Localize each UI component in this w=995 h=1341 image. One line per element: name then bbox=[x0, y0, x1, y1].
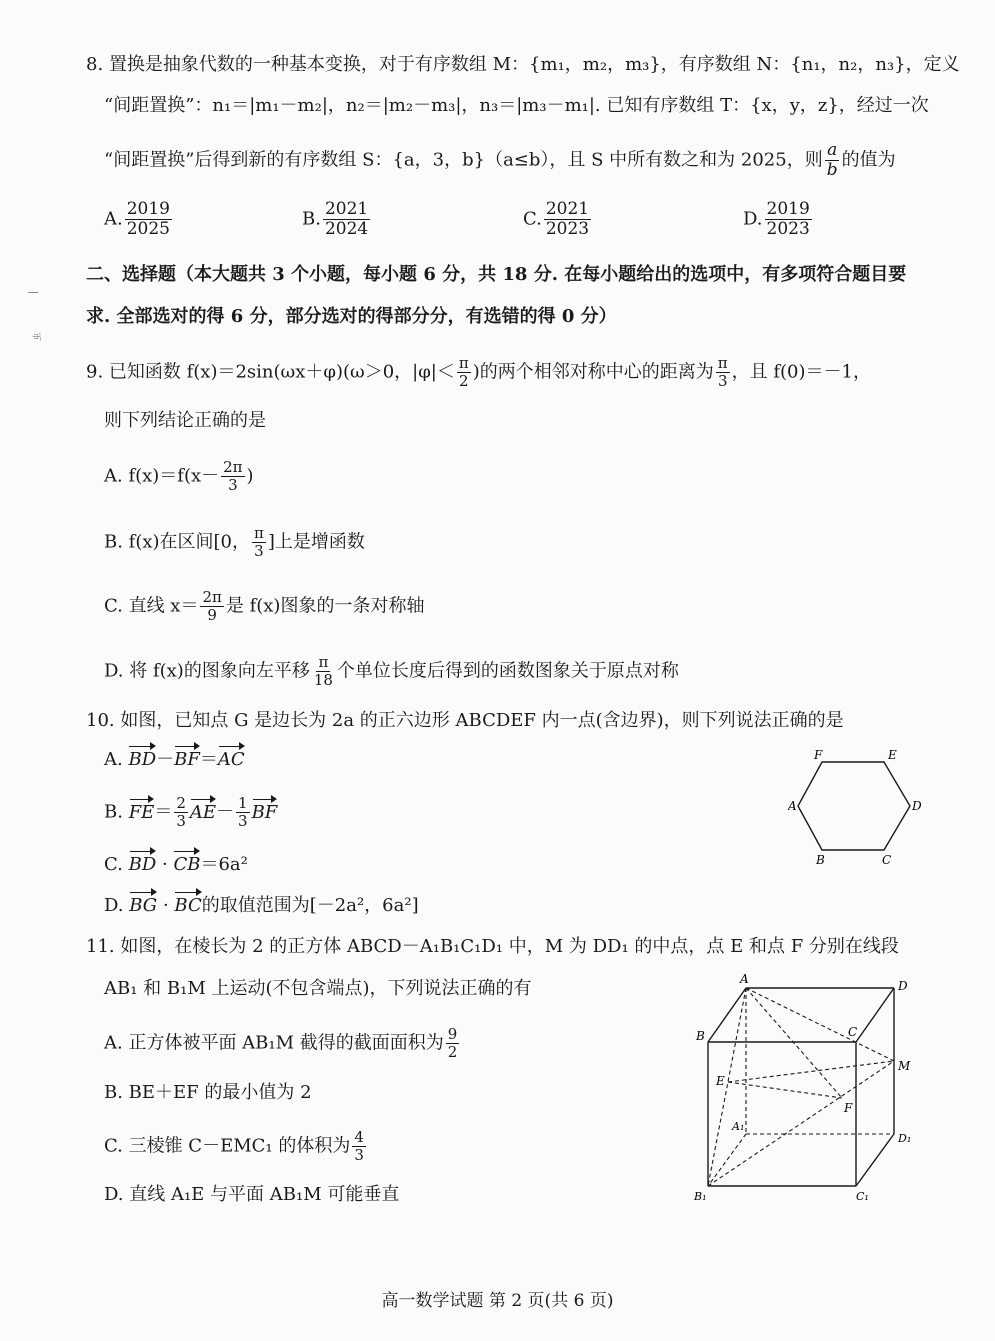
seg-a-b1 bbox=[708, 988, 746, 1186]
q11-option-a: A. 正方体被平面 AB₁M 截得的截面面积为 $\frac{9}{2}$ bbox=[104, 1025, 458, 1061]
cube-label-b: B bbox=[696, 1029, 705, 1043]
cube-label-c: C bbox=[848, 1025, 858, 1039]
seg-e-m bbox=[728, 1061, 894, 1082]
q8-line2: “间距置换”：n₁＝|m₁－m₂|，n₂＝|m₂－m₃|，n₃＝|m₃－m₁|. 已知有序数组 T：{x，y，z}，经过一次 bbox=[104, 95, 929, 116]
q8-option-b: B. $\frac{2021}{2024}$ bbox=[302, 199, 369, 239]
q8-option-c: C. $\frac{2021}{2023}$ bbox=[523, 199, 590, 239]
hexagon-figure bbox=[788, 742, 928, 870]
edge-d-c bbox=[856, 988, 894, 1042]
q9-option-b: B. f(x)在区间[0， $\frac{\pi}{3}$ ]上是增函数 bbox=[104, 524, 365, 560]
cube-label-a1: A₁ bbox=[732, 1120, 745, 1133]
q10-option-c: C. BD · CB＝6a² bbox=[104, 852, 248, 878]
q10-option-b: B. FE＝ $\frac{2}{3}$ AE－ $\frac{1}{3}$ BF bbox=[104, 794, 278, 830]
margin-mark: ㄓ bbox=[29, 330, 44, 343]
q11-stem-line2: AB₁ 和 B₁M 上运动(不包含端点)，下列说法正确的有 bbox=[104, 978, 532, 999]
hex-label-f: F bbox=[814, 748, 823, 762]
cube-label-d1: D₁ bbox=[898, 1132, 912, 1145]
cube-label-c1: C₁ bbox=[856, 1190, 869, 1203]
q10-option-d: D. BG · BC的取值范围为[－2a²，6a²] bbox=[104, 893, 419, 919]
q11-option-b: B. BE＋EF 的最小值为 2 bbox=[104, 1082, 312, 1103]
seg-e-f bbox=[728, 1082, 842, 1098]
edge-a-b bbox=[708, 988, 746, 1042]
q8-line3: “间距置换”后得到新的有序数组 S：{a，3，b}（a≤b），且 S 中所有数之和为 2025，则 $\frac{a}{b}$ 的值为 bbox=[104, 140, 896, 180]
q8-line1: 8. 置换是抽象代数的一种基本变换，对于有序数组 M：{m₁，m₂，m₃}，有序数组 N：{n₁，n₂，n₃}，定义 bbox=[86, 54, 960, 75]
hex-label-b: B bbox=[816, 853, 825, 867]
cube-label-f: F bbox=[844, 1101, 853, 1115]
section2-heading-line1: 二、选择题（本大题共 3 个小题，每小题 6 分，共 18 分. 在每小题给出的选项中，有多项符合题目要 bbox=[86, 264, 907, 285]
edge-a1-b1 bbox=[708, 1134, 746, 1186]
cube-label-b1: B₁ bbox=[694, 1190, 707, 1203]
q10-stem: 10. 如图，已知点 G 是边长为 2a 的正六边形 ABCDEF 内一点(含边界)，则下列说法正确的是 bbox=[86, 710, 844, 731]
cube-label-m: M bbox=[898, 1059, 911, 1073]
seg-a-m bbox=[746, 988, 894, 1061]
q9-stem-line2: 则下列结论正确的是 bbox=[104, 410, 266, 431]
section2-heading-line2: 求. 全部选对的得 6 分，部分选对的得部分分，有选错的得 0 分） bbox=[86, 306, 617, 327]
q8-option-d: D. $\frac{2019}{2023}$ bbox=[743, 199, 810, 239]
q9-stem: 9. 已知函数 f(x)＝2sin(ωx＋φ)(ω＞0，|φ|＜ $\frac{\pi}{2}$ )的两个相邻对称中心的距离为 $\frac{\pi}{3}$ ，且 f(0)＝－1， bbox=[86, 354, 871, 390]
seg-a-f bbox=[746, 988, 842, 1098]
q9-option-a: A. f(x)＝f(x－ $\frac{2\pi}{3}$ ) bbox=[104, 458, 254, 494]
q10-option-a: A. BD－BF＝AC bbox=[104, 747, 245, 773]
hexagon-outline bbox=[798, 762, 910, 850]
edge-c1-d1 bbox=[856, 1134, 894, 1186]
cube-label-d: D bbox=[898, 979, 908, 993]
q9-option-d: D. 将 f(x)的图象向左平移 $\frac{\pi}{18}$ 个单位长度后得到的函数图象关于原点对称 bbox=[104, 653, 679, 689]
cube-figure bbox=[690, 972, 922, 1212]
q11-stem-line1: 11. 如图，在棱长为 2 的正方体 ABCD－A₁B₁C₁D₁ 中，M 为 DD₁ 的中点，点 E 和点 F 分别在线段 bbox=[86, 936, 899, 957]
q11-option-d: D. 直线 A₁E 与平面 AB₁M 可能垂直 bbox=[104, 1184, 400, 1205]
page-footer: 高一数学试题 第 2 页(共 6 页) bbox=[381, 1291, 614, 1311]
hex-label-e: E bbox=[888, 748, 897, 762]
hex-label-c: C bbox=[882, 853, 892, 867]
hex-label-d: D bbox=[912, 799, 922, 813]
margin-dash bbox=[28, 292, 38, 293]
q9-option-c: C. 直线 x＝ $\frac{2\pi}{9}$ 是 f(x)图象的一条对称轴 bbox=[104, 588, 425, 624]
q8-option-a: A. $\frac{2019}{2025}$ bbox=[104, 199, 170, 239]
hex-label-a: A bbox=[788, 799, 797, 813]
cube-label-e: E bbox=[716, 1074, 725, 1088]
cube-label-a: A bbox=[740, 972, 749, 986]
q11-option-c: C. 三棱锥 C－EMC₁ 的体积为 $\frac{4}{3}$ bbox=[104, 1128, 364, 1164]
